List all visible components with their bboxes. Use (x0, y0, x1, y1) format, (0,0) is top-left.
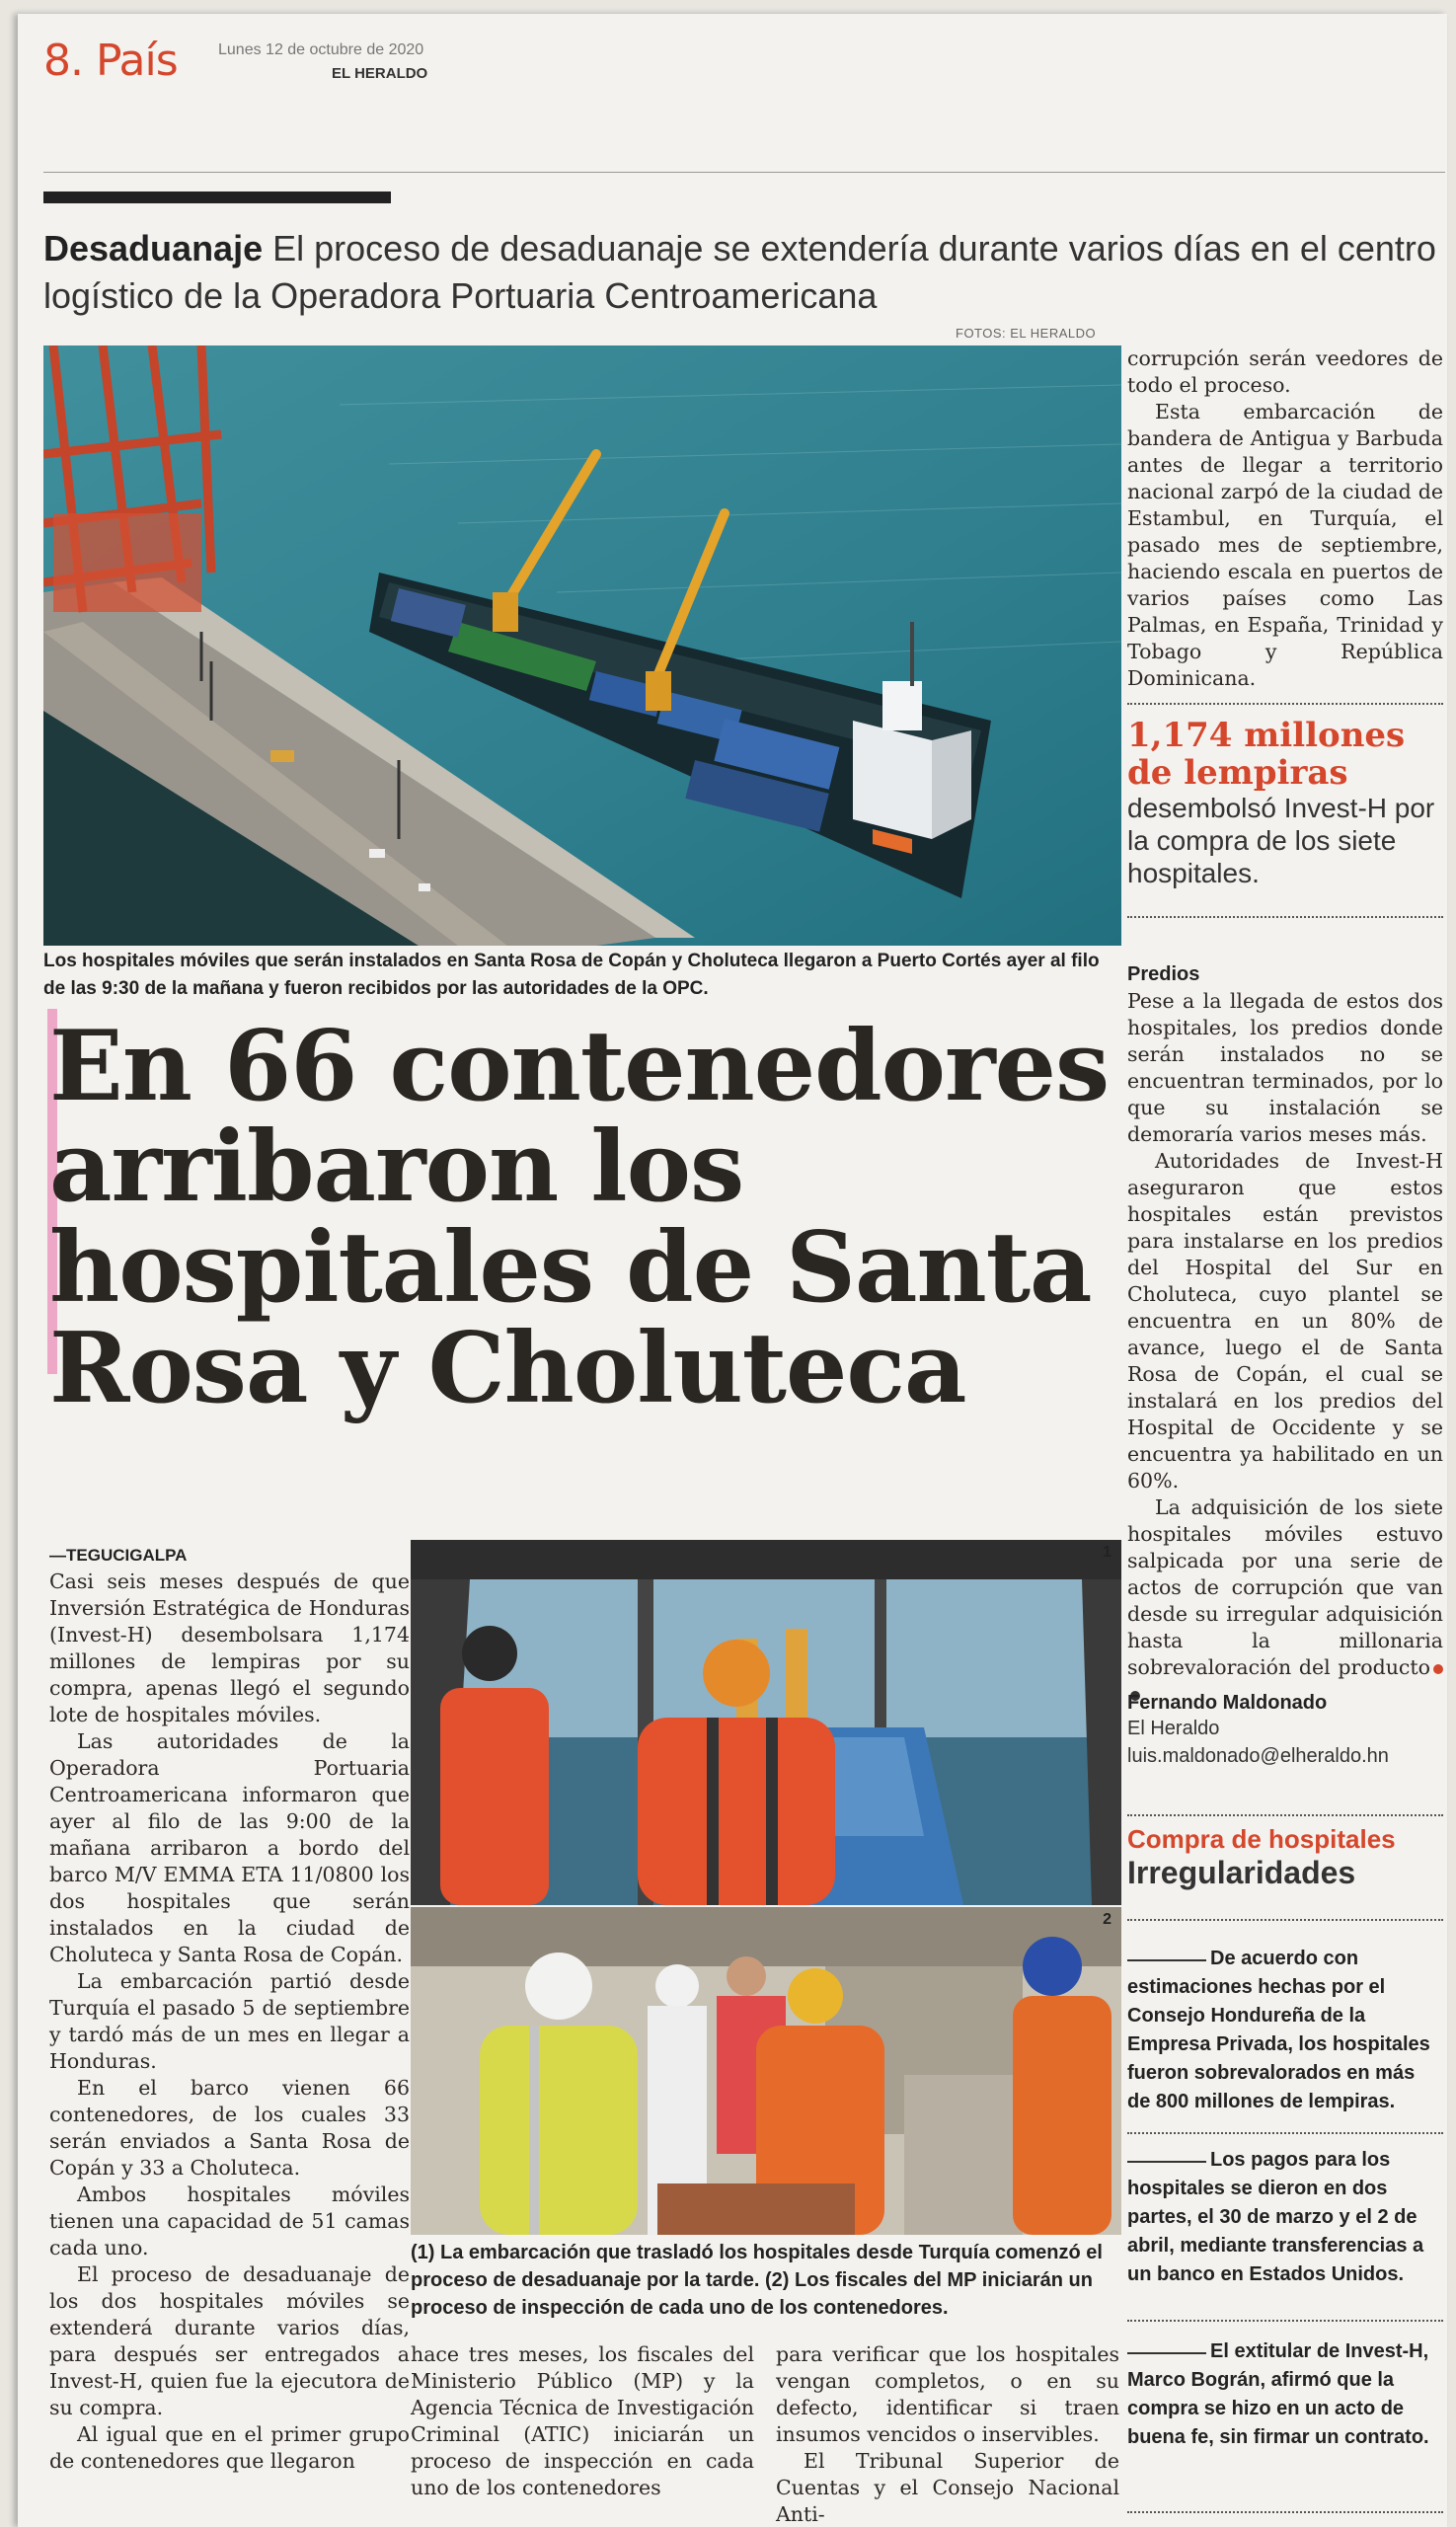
paragraph: Las autoridades de la Operadora Portuaria Centroamericana informaron que ayer al filo de las 9:00 de la mañana arribaron a bordo del barco M/V EMMA ETA 11/0800 los dos hospitales que serán instalados en la ciudad de Choluteca y Santa Rosa de Copán. (49, 1729, 410, 1966)
stat-callout (1127, 717, 1443, 889)
paragraph: hace tres meses, los fiscales del Ministerio Público (MP) y la Agencia Técnica de Investigación Criminal (ATIC) iniciarán un proceso de inspección en cada uno de los contenedores (411, 2342, 754, 2499)
irregularities-box (1127, 1824, 1443, 1891)
paragraph: La embarcación partió desde Turquía el pasado 5 de septiembre y tardó más de un mes en llegar a Honduras. (49, 1969, 410, 2073)
lead-line (1127, 2159, 1206, 2163)
ship-bridge-photo (411, 1540, 1121, 1905)
lead-line (1127, 1957, 1206, 1961)
predios-section (1127, 961, 1443, 1708)
body-column-1 (49, 1542, 410, 2475)
author-name: Fernando Maldonado (1127, 1692, 1328, 1714)
author-email[interactable]: luis.maldonado@elheraldo.hn (1127, 1745, 1389, 1767)
box-item: Los pagos para los hospitales se dieron en dos partes, el 30 de marzo y el 2 de abril, mediante transferencias a un banco en Estados Unidos. (1127, 2149, 1424, 2285)
paragraph: Al igual que en el primer grupo de contenedores que llegaron (49, 2422, 410, 2473)
paragraph: corrupción serán veedores de todo el proceso. (1127, 346, 1443, 397)
kicker-text: El proceso de desaduanaje se extendería durante varios días en el centro logístico de la Operadora Portuaria Centroamericana (43, 228, 1436, 316)
divider (1127, 2511, 1443, 2513)
inspectors-photo (411, 1907, 1121, 2235)
stat-text: desembolsó Invest-H por la compra de los siete hospitales. (1127, 793, 1435, 888)
kicker-label: Desaduanaje (43, 228, 264, 268)
lead-line (1127, 2350, 1206, 2354)
port-ship-illustration (43, 345, 1121, 946)
photo-number: 2 (1103, 1911, 1111, 1928)
issue-date: Lunes 12 de octubre de 2020 (218, 41, 424, 58)
section-title: 8. País (43, 36, 178, 86)
divider (1127, 2320, 1443, 2322)
paragraph: El proceso de desaduanaje de los dos hospitales móviles se extenderá durante varios días, para después ser entregados a Invest-H, quien fue la ejecutora de su compra. (49, 2262, 410, 2419)
divider (1127, 703, 1443, 705)
headline: En 66 contenedores arribaron los hospitales de Santa Rosa y Choluteca (49, 1010, 1110, 1425)
divider (1127, 2132, 1443, 2134)
header-rule (43, 172, 1445, 173)
paragraph: La adquisición de los siete hospitales móviles estuvo salpicada por una serie de actos de corrupción que van desde su irregular adquisición hasta la millonaria sobrevaloración del producto (1127, 1494, 1443, 1708)
right-column-top (1127, 345, 1443, 692)
divider (1127, 916, 1443, 918)
paragraph: Ambos hospitales móviles tienen una capacidad de 51 camas cada uno. (49, 2182, 410, 2259)
box-subtitle: Irregularidades (1127, 1855, 1356, 1890)
photos-caption: (1) La embarcación que trasladó los hospitales desde Turquía comenzó el proceso de desaduanaje por la tarde. (2) Los fiscales del MP iniciarán un proceso de inspección de cada uno de los contenedores. (411, 2242, 1103, 2319)
photo-number: 1 (1103, 1544, 1111, 1561)
divider (1127, 1814, 1443, 1816)
box-item: De acuerdo con estimaciones hechas por el Consejo Hondureña de la Empresa Privada, los hospitales fueron sobrevalorados en más de 800 millones de lempiras. (1127, 1948, 1430, 2112)
newspaper-name: EL HERALDO (332, 65, 428, 82)
box-title: Compra de hospitales (1127, 1824, 1396, 1854)
kicker (43, 225, 1445, 320)
paragraph: En el barco vienen 66 contenedores, de los cuales 33 serán enviados a Santa Rosa de Copán y 33 a Choluteca. (49, 2076, 410, 2180)
paragraph: Esta embarcación de bandera de Antigua y Barbuda antes de llegar a territorio nacional zarpó de la ciudad de Estambul, en Turquía, el pasado mes de septiembre, haciendo escala en puertos de varios países como Las Palmas, en España, Trinidad y Tobago y República Dominicana. (1127, 400, 1443, 690)
paragraph: para verificar que los hospitales vengan completos, o en su defecto, identificar si traen insumos vencidos o inservibles. (776, 2342, 1119, 2446)
ship-bridge-illustration (411, 1540, 1121, 1905)
port-ship-photo (43, 345, 1121, 946)
author-org: El Heraldo (1127, 1718, 1220, 1739)
photo1-caption: Los hospitales móviles que serán instalados en Santa Rosa de Copán y Choluteca llegaron a Puerto Cortés ayer al filo de las 9:30 de la mañana y fueron recibidos por las autoridades de la OPC. (43, 951, 1100, 999)
inspectors-illustration (411, 1907, 1121, 2235)
byline (1127, 1692, 1443, 1770)
subhead-predios: Predios (1127, 963, 1200, 985)
paragraph: Autoridades de Invest-H aseguraron que estos hospitales están previstos para instalarse en los predios del Hospital del Sur en Choluteca, cuyo plantel se encuentra en un 80% de avance, luego el de Santa Rosa de Copán, el cual se instalará en los predios del Hospital de Occidente y se encuentra ya habilitado en un 60%. (1127, 1149, 1443, 1493)
body-column-3 (776, 2341, 1119, 2527)
dateline: —TEGUCIGALPA (49, 1546, 188, 1565)
paragraph: El Tribunal Superior de Cuentas y el Consejo Nacional Anti- (776, 2449, 1119, 2526)
divider (1127, 1919, 1443, 1921)
paragraph: Pese a la llegada de estos dos hospitales, los predios donde serán instalados no se encuentran terminados, por lo que su instalación se demoraría varios meses más. (1127, 989, 1443, 1146)
body-column-2 (411, 2341, 754, 2501)
kicker-bar (43, 191, 391, 203)
photo-credit: FOTOS: EL HERALDO (956, 326, 1097, 341)
stat-number: 1,174 millones de lempiras (1127, 716, 1406, 793)
paragraph: Casi seis meses después de que Inversión Estratégica de Honduras (Invest-H) desembolsara 1,174 millones de lempiras por su compra, apenas llegó el segundo lote de hospitales móviles. (49, 1570, 410, 1726)
newspaper-page (18, 14, 1447, 2527)
box-item: El extitular de Invest-H, Marco Bográn, afirmó que la compra se hizo en un acto de buena fe, sin firmar un contrato. (1127, 2340, 1429, 2448)
